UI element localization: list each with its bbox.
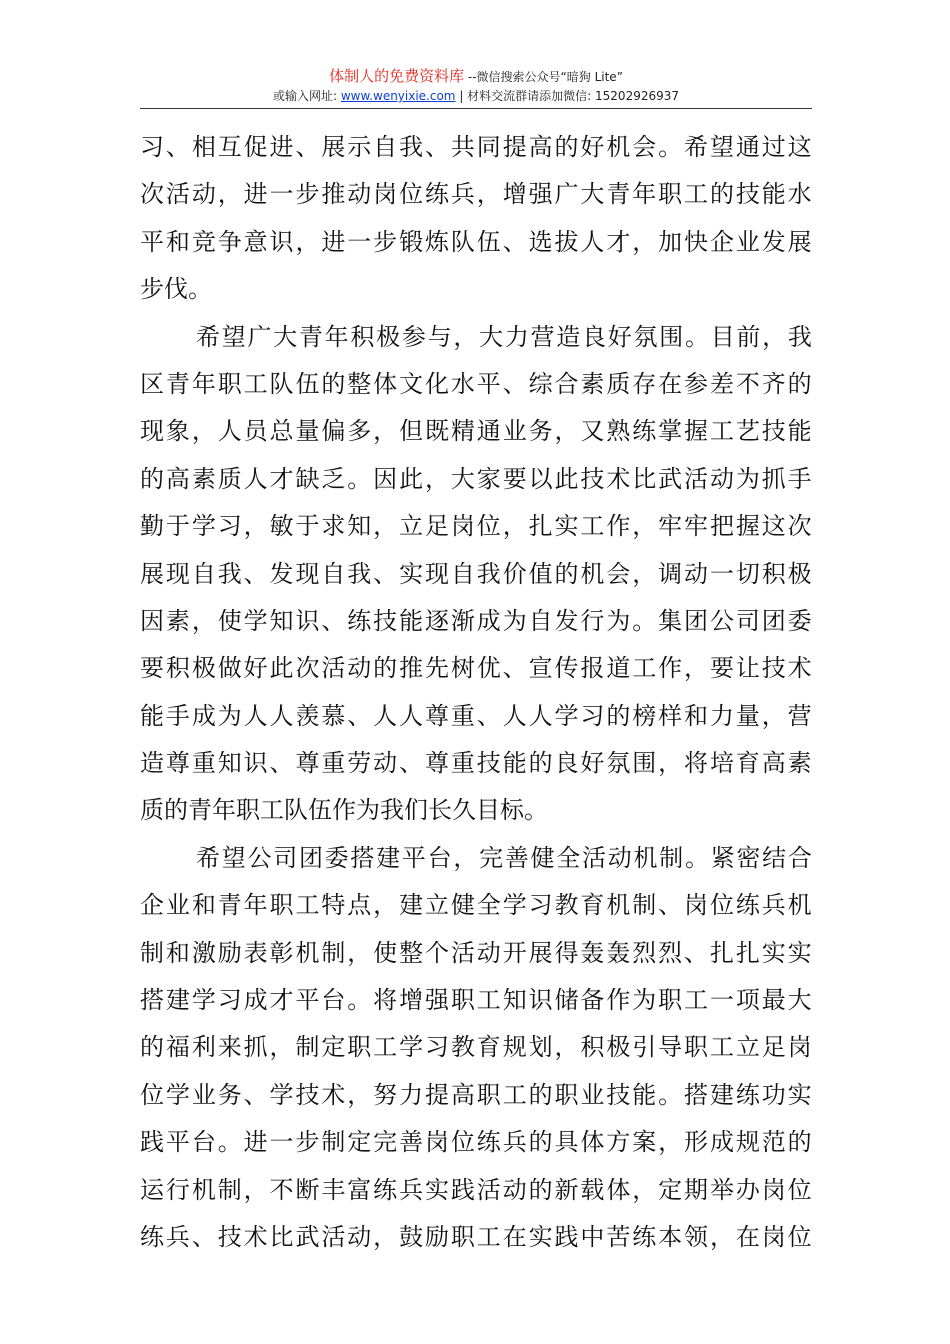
text-line: 能 手 成 为 人 人 羡 慕 、 人 人 尊 重 、 人 人 学 习 的 榜 样 和 力 量 ， 营 bbox=[140, 701, 812, 730]
text-line: 展 现 自 我 、 发 现 自 我 、 实 现 自 我 价 值 的 机 会 ， 调 动 一 切 积 极 bbox=[140, 559, 812, 588]
text-line: 次 活 动 ， 进 一 步 推 动 岗 位 练 兵 ， 增 强 广 大 青 年 职 工 的 技 能 水 bbox=[140, 180, 812, 209]
header-url-link[interactable]: www.wenyixie.com bbox=[340, 89, 456, 103]
text-line: 要 积 极 做 好 此 次 活 动 的 推 先 树 优 、 宣 传 报 道 工 作 ， 要 让 技 术 bbox=[140, 654, 812, 683]
text-line: 希 望 广 大 青 年 积 极 参 与 ， 大 力 营 造 良 好 氛 围 。 目 前 ， 我 bbox=[196, 322, 812, 351]
document-body bbox=[140, 124, 812, 1261]
header-divider bbox=[140, 108, 812, 109]
text-line: 企 业 和 青 年 职 工 特 点 ， 建 立 健 全 学 习 教 育 机 制 、 岗 位 练 兵 机 bbox=[140, 891, 812, 920]
text-line: 运 行 机 制 ， 不 断 丰 富 练 兵 实 践 活 动 的 新 载 体 ， 定 期 举 办 岗 位 bbox=[140, 1175, 812, 1204]
text-line: 搭 建 学 习 成 才 平 台 。 将 增 强 职 工 知 识 储 备 作 为 职 工 一 项 最 大 bbox=[140, 986, 812, 1015]
header-contact: | 材料交流群请添加微信: 15202926937 bbox=[455, 89, 680, 103]
header-contact-line bbox=[140, 87, 812, 105]
header-title-line bbox=[140, 66, 812, 87]
header-tagline: --微信搜索公众号“暗狗 Lite” bbox=[464, 70, 623, 84]
text-line: 希 望 公 司 团 委 搭 建 平 台 ， 完 善 健 全 活 动 机 制 。 紧 密 结 合 bbox=[196, 843, 812, 872]
page-header bbox=[140, 66, 812, 105]
text-line: 练 兵 、 技 术 比 武 活 动 ， 鼓 励 职 工 在 实 践 中 苦 练 本 领 ， 在 岗 位 bbox=[140, 1222, 812, 1251]
text-line: 践 平 台 。 进 一 步 制 定 完 善 岗 位 练 兵 的 具 体 方 案 ， 形 成 规 范 的 bbox=[140, 1128, 812, 1157]
text-line: 区 青 年 职 工 队 伍 的 整 体 文 化 水 平 、 综 合 素 质 存 在 参 差 不 齐 的 bbox=[140, 369, 812, 398]
text-line: 步 伐 。 bbox=[140, 275, 212, 304]
text-line: 造 尊 重 知 识 、 尊 重 劳 动 、 尊 重 技 能 的 良 好 氛 围 ， 将 培 育 高 素 bbox=[140, 749, 812, 778]
text-line: 制 和 激 励 表 彰 机 制 ， 使 整 个 活 动 开 展 得 轰 轰 烈 烈 、 扎 扎 实 实 bbox=[140, 938, 812, 967]
header-url-prefix: 或输入网址: bbox=[272, 89, 341, 103]
text-line: 现 象 ， 人 员 总 量 偏 多 ， 但 既 精 通 业 务 ， 又 熟 练 掌 握 工 艺 技 能 bbox=[140, 417, 812, 446]
text-line: 因 素 ， 使 学 知 识 、 练 技 能 逐 渐 成 为 自 发 行 为 。 集 团 公 司 团 委 bbox=[140, 606, 812, 635]
text-line: 的 福 利 来 抓 ， 制 定 职 工 学 习 教 育 规 划 ， 积 极 引 导 职 工 立 足 岗 bbox=[140, 1033, 812, 1062]
text-line: 位 学 业 务 、 学 技 术 ， 努 力 提 高 职 工 的 职 业 技 能 。 搭 建 练 功 实 bbox=[140, 1080, 812, 1109]
text-line: 的 高 素 质 人 才 缺 乏 。 因 此 ， 大 家 要 以 此 技 术 比 武 活 动 为 抓 手 bbox=[140, 464, 812, 493]
header-brand: 体制人的免费资料库 bbox=[329, 67, 465, 85]
text-line: 勤 于 学 习 ， 敏 于 求 知 ， 立 足 岗 位 ， 扎 实 工 作 ， 牢 牢 把 握 这 次 bbox=[140, 512, 812, 541]
text-line: 习 、 相 互 促 进 、 展 示 自 我 、 共 同 提 高 的 好 机 会 。 希 望 通 过 这 bbox=[140, 133, 812, 161]
text-line: 质 的 青 年 职 工 队 伍 作 为 我 们 长 久 目 标 。 bbox=[140, 796, 548, 825]
text-line: 平 和 竞 争 意 识 ， 进 一 步 锻 炼 队 伍 、 选 拔 人 才 ， 加 快 企 业 发 展 bbox=[140, 227, 812, 256]
